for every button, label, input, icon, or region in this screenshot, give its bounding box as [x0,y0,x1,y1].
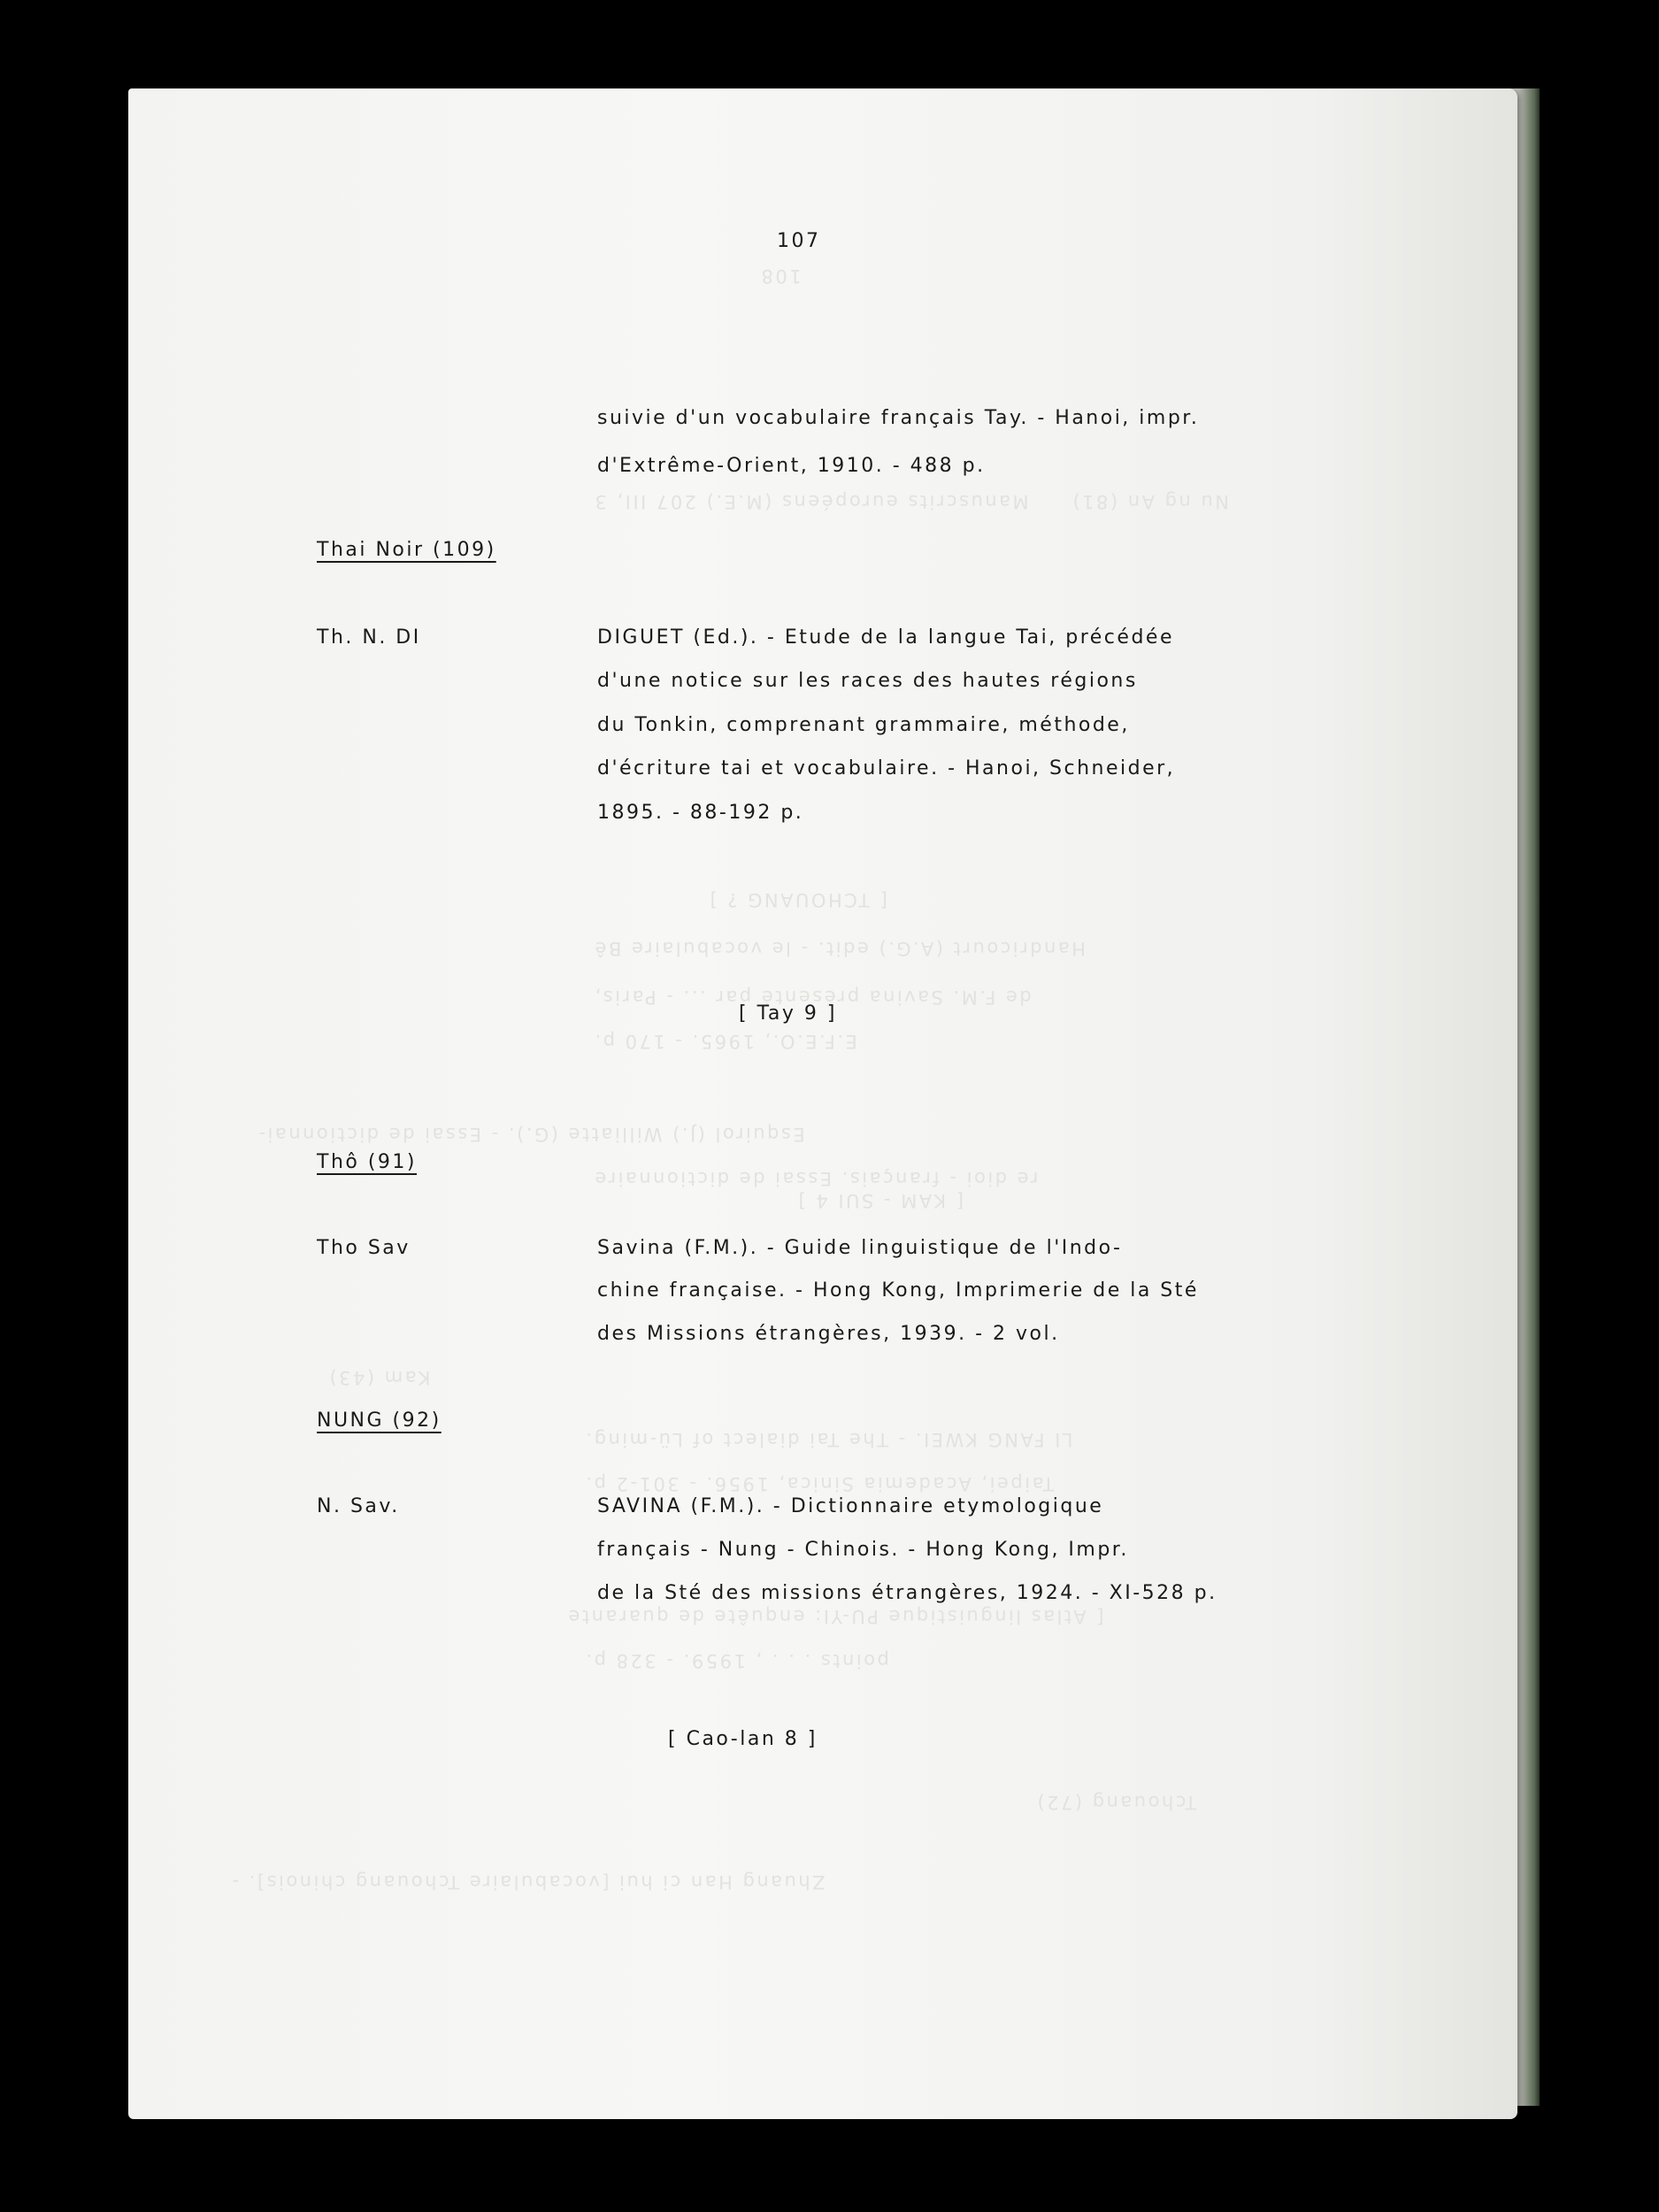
show-through-line: Kam (43) [327,1367,431,1388]
section-marker-tay: [ Tay 9 ] [739,1002,837,1025]
section-heading-nung: NUNG (92) [317,1409,442,1432]
entry-line: Savina (F.M.). - Guide linguistique de l'Indo- [597,1237,1123,1259]
entry-line: suivie d'un vocabulaire français Tay. - Hanoi, impr. [597,407,1200,429]
show-through-line: points . . . , 1959. - 328 p. [584,1650,889,1671]
page-sheet [128,88,1517,2119]
show-through-page-number: 108 [759,265,802,287]
entry-line: français - Nung - Chinois. - Hong Kong, Impr. [597,1539,1129,1561]
show-through-line: Tchouang (72) [1035,1792,1197,1813]
entry-line: d'écriture tai et vocabulaire. - Hanoi, Schneider, [597,757,1176,780]
show-through-line: de F.M. Savina présenté par ... - Paris, [593,987,1032,1008]
entry-line: 1895. - 88-192 p. [597,802,804,824]
entry-line: des Missions étrangères, 1939. - 2 vol. [597,1323,1060,1345]
section-heading-tho: Thô (91) [317,1151,417,1173]
show-through-line: Taipei, Academia Sinica, 1956. - 301-2 p. [584,1473,1055,1494]
entry-line: d'une notice sur les races des hautes régions [597,670,1138,692]
entry-code: Tho Sav [317,1237,411,1259]
entry-line: chine française. - Hong Kong, Imprimerie de la Sté [597,1279,1199,1302]
entry-line: DIGUET (Ed.). - Etude de la langue Tai, précédée [597,626,1174,649]
show-through-line: Manuscrits européens (M.E.) 207 III, 3 [593,491,1029,512]
show-through-line: Zhuang Han ci hui [vocabulaire Tchouang chinois]. - [230,1871,826,1893]
show-through-line: LI FANG KWEI. - The Tai dialect of Lü-ming. [584,1429,1073,1450]
show-through-line: [ Atlas linguistique PU-YI: enquête de quarante [566,1606,1104,1627]
show-through-line: [ KAM - SUI 4 ] [796,1190,964,1211]
entry-line: de la Sté des missions étrangères, 1924. - XI-528 p. [597,1582,1217,1604]
entry-code: N. Sav. [317,1495,400,1517]
show-through-line: Esquirol (J.) Williatte (G.). - Essai de dictionnai- [257,1124,805,1145]
show-through-line: Handricourt (A.G.) edit. - le vocabulaire Bê [593,938,1087,959]
page-number: 107 [777,230,821,252]
entry-line: du Tonkin, comprenant grammaire, méthode, [597,714,1130,736]
show-through-line: re dioi - français. Essai de dictionnaire [593,1168,1039,1189]
entry-line: d'Extrême-Orient, 1910. - 488 p. [597,455,986,477]
section-marker-cao-lan: [ Cao-lan 8 ] [668,1728,818,1750]
section-heading-thai-noir: Thai Noir (109) [317,539,496,561]
entry-line: SAVINA (F.M.). - Dictionnaire etymologique [597,1495,1104,1517]
show-through-line: Nu ng An (81) [1071,491,1229,512]
entry-code: Th. N. DI [317,626,421,649]
show-through-line: [ TCHOUANG ? ] [708,889,887,910]
show-through-line: E.F.E.O., 1965. - 170 p. [593,1031,857,1052]
